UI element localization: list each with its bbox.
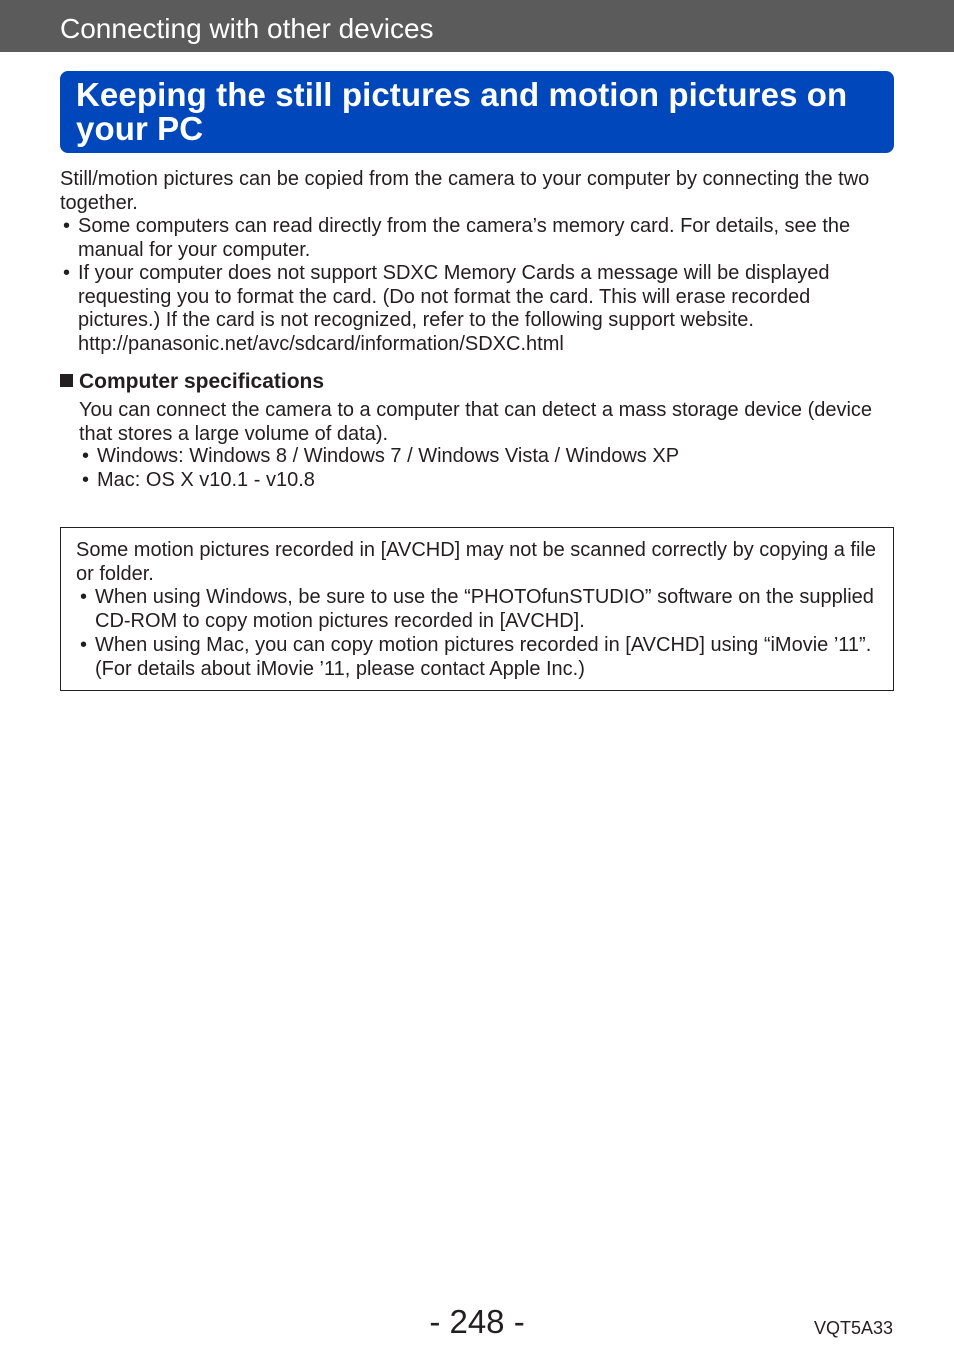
specs-paragraph: You can connect the camera to a computer that can detect a mass storage device (device that stores a large volume of data). bbox=[79, 399, 873, 445]
list-item-text: Some computers can read directly from the camera’s memory card. For details, see the manual for your computer. bbox=[78, 215, 851, 261]
note-box bbox=[60, 527, 894, 691]
list-item-text: Mac: OS X v10.1 - v10.8 bbox=[97, 469, 315, 491]
page-title: Keeping the still pictures and motion pictures on your PC bbox=[76, 76, 848, 147]
bullet-icon: • bbox=[80, 634, 88, 656]
list-item bbox=[63, 262, 893, 356]
bullet-icon: • bbox=[80, 586, 88, 608]
list-item bbox=[80, 634, 880, 681]
list-item bbox=[63, 215, 893, 262]
list-item-text: When using Mac, you can copy motion pictures recorded in [AVCHD] using “iMovie ’11”. (For details about iMovie ’11, please contact Apple Inc.) bbox=[95, 634, 872, 680]
page-number: - 248 - bbox=[429, 1303, 525, 1340]
list-item-text: If your computer does not support SDXC Memory Cards a message will be displayed requesting you to format the card. (Do not format the card. This will erase recorded pictures.) If the card is not recognized, refer to the following support website. http://panasonic.net/avc/sdcard/information/SDXC.html bbox=[78, 262, 830, 355]
header-bar bbox=[0, 0, 954, 52]
document-code: VQT5A33 bbox=[813, 1318, 893, 1338]
subheading-text: Computer specifications bbox=[79, 370, 325, 393]
list-item bbox=[82, 445, 882, 469]
title-box bbox=[60, 71, 894, 153]
note-paragraph: Some motion pictures recorded in [AVCHD] may not be scanned correctly by copying a file or folder. bbox=[76, 539, 876, 585]
intro-paragraph: Still/motion pictures can be copied from the camera to your computer by connecting the two together. bbox=[60, 168, 870, 214]
list-item bbox=[80, 586, 880, 633]
square-bullet-icon bbox=[60, 374, 73, 387]
bullet-icon: • bbox=[63, 215, 71, 237]
list-item-text: Windows: Windows 8 / Windows 7 / Windows Vista / Windows XP bbox=[97, 445, 680, 467]
bullet-icon: • bbox=[82, 469, 90, 491]
list-item bbox=[82, 469, 882, 493]
section-title: Connecting with other devices bbox=[60, 13, 434, 44]
list-item-text: When using Windows, be sure to use the “PHOTOfunSTUDIO” software on the supplied CD-ROM to copy motion pictures recorded in [AVCHD]. bbox=[95, 586, 874, 632]
bullet-icon: • bbox=[82, 445, 90, 467]
bullet-icon: • bbox=[63, 262, 71, 284]
subheading bbox=[60, 369, 324, 395]
